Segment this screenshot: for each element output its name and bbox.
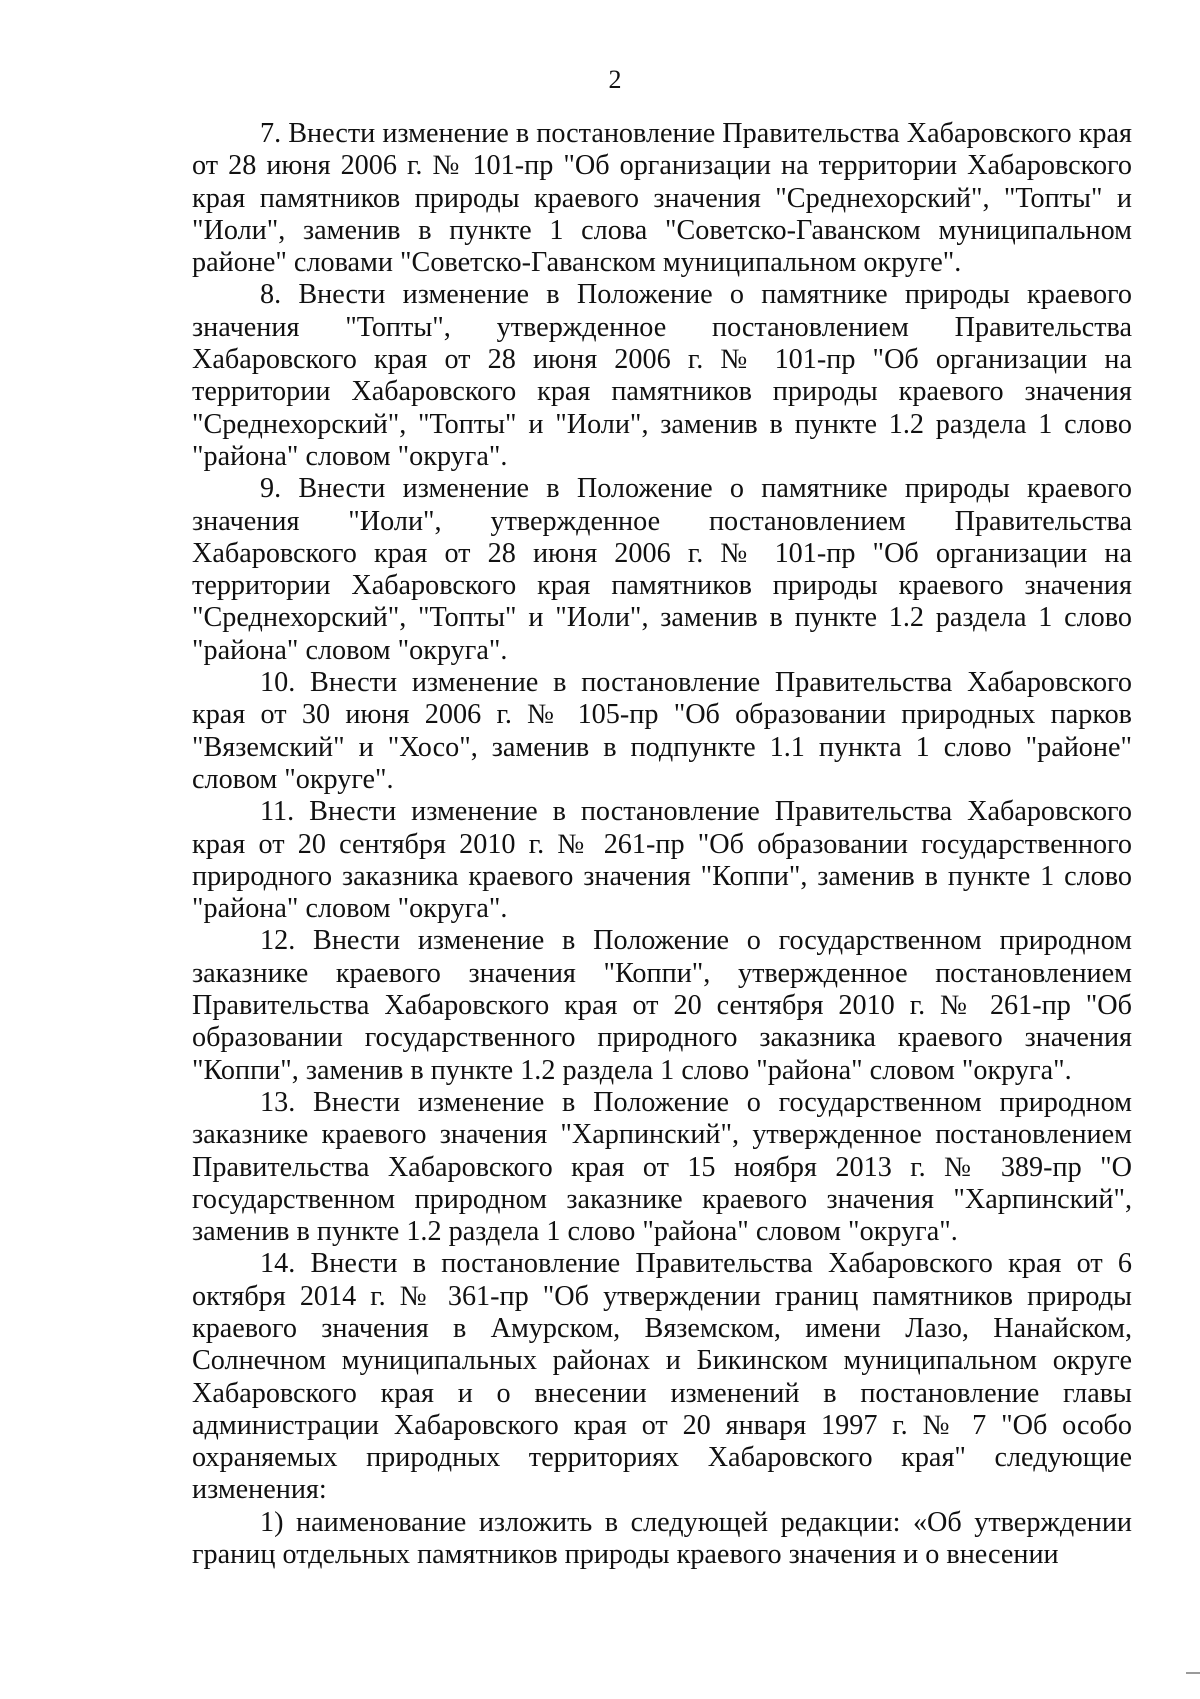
paragraph-10: 10. Внести изменение в постановление Правительства Хабаровского края от 30 июня 2006 г. № 105-пр "Об образовании природных парков "Вяземский" и "Хосо", заменив в подпункте 1.1 пункта 1 слово "районе" словом "округе". — [192, 667, 1132, 795]
paragraph-14: 14. Внести в постановление Правительства Хабаровского края от 6 октября 2014 г. № 361-пр "Об утверждении границ памятников природы краевого значения в Амурском, Вяземском, имени Лазо, Нанайском, Солнечном муниципальных районах и Бикинском муниципальном округе Хабаровского края и о внесении изменений в постановление главы администрации Хабаровского края от 20 января 1997 г. № 7 "Об особо охраняемых природных территориях Хабаровского края" следующие изменения: — [192, 1248, 1132, 1506]
paragraph-11: 11. Внести изменение в постановление Правительства Хабаровского края от 20 сентября 2010 г. № 261-пр "Об образовании государственного природного заказника краевого значения "Коппи", заменив в пункте 1 слово "района" словом "округа". — [192, 796, 1132, 925]
paragraph-8: 8. Внести изменение в Положение о памятнике природы краевого значения "Топты", утвержденное постановлением Правительства Хабаровского края от 28 июня 2006 г. № 101-пр "Об организации на территории Хабаровского края памятников природы краевого значения "Среднехорский", "Топты" и "Иоли", заменив в пункте 1.2 раздела 1 слово "района" словом "округа". — [192, 279, 1132, 472]
paragraph-12: 12. Внести изменение в Положение о государственном природном заказнике краевого значения "Коппи", утвержденное постановлением Правительства Хабаровского края от 20 сентября 2010 г. № 261-пр "Об образовании государственного природного заказника краевого значения "Коппи", заменив в пункте 1.2 раздела 1 слово "района" словом "округа". — [192, 925, 1132, 1086]
page-number: 2 — [608, 65, 622, 94]
paragraph-9: 9. Внести изменение в Положение о памятнике природы краевого значения "Иоли", утвержденное постановлением Правительства Хабаровского края от 28 июня 2006 г. № 101-пр "Об организации на территории Хабаровского края памятников природы краевого значения "Среднехорский", "Топты" и "Иоли", заменив в пункте 1.2 раздела 1 слово "района" словом "округа". — [192, 473, 1132, 666]
scan-margin-mark — [1186, 1672, 1200, 1674]
subparagraph-14-1: 1) наименование изложить в следующей редакции: «Об утверждении границ отдельных памятников природы краевого значения и о внесении — [192, 1506, 1132, 1571]
paragraph-13: 13. Внести изменение в Положение о государственном природном заказнике краевого значения "Харпинский", утвержденное постановлением Правительства Хабаровского края от 15 ноября 2013 г. № 389-пр "О государственном природном заказнике краевого значения "Харпинский", заменив в пункте 1.2 раздела 1 слово "района" словом "округа". — [192, 1086, 1132, 1248]
document-body — [192, 118, 1132, 1571]
paragraph-7: 7. Внести изменение в постановление Правительства Хабаровского края от 28 июня 2006 г. № 101-пр "Об организации на территории Хабаровского края памятников природы краевого значения "Среднехорский", "Топты" и "Иоли", заменив в пункте 1 слова "Советско-Гаванском муниципальном районе" словами "Советско-Гаванском муниципальном округе". — [192, 118, 1132, 279]
